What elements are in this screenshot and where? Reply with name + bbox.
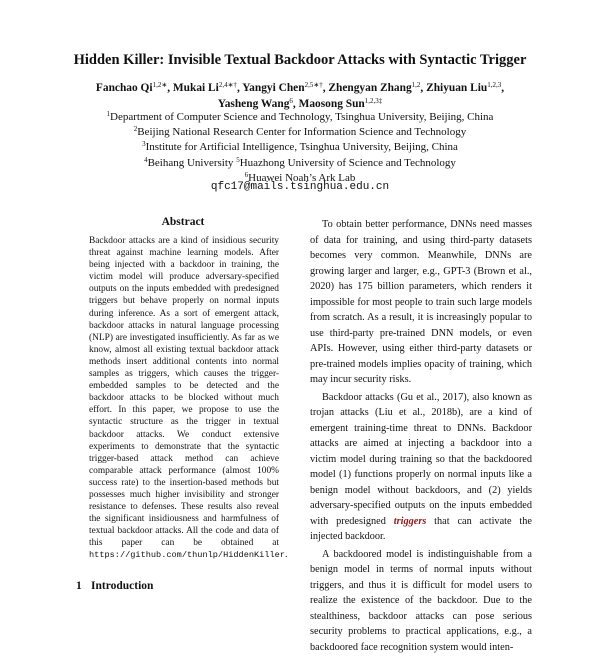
body-column-right [310,217,532,657]
author-name: Zhengyan Zhang [328,82,412,94]
author-affil-marker: 2,4∗† [218,81,237,89]
author-list [40,80,560,112]
affiliation-line: $^2$Beijing National Research Center for Information Science and Technology [133,125,467,139]
author-line-2: Yasheng Wang$^6$, Maosong Sun$^{1,2,3\ddagger}$ [217,97,383,110]
abstract-body: Backdoor attacks are a kind of insidious security threat against machine learning models. After being injected with a backdoor in training, the victim model will produce adversary-specified outputs on the inputs embedded with predesigned triggers but behave properly on normal inputs during inference. As a sort of emergent attack, backdoor attacks in natural language processing (NLP) are investigated insufficiently. As far as we know, almost all existing textual backdoor attack methods insert additional contents into normal samples as triggers, which causes the trigger-embedded samples to be detected and the backdoor attacks to be blocked without much effort. In this paper, we propose to use the syntactic structure as the trigger in textual backdoor attacks. We conduct extensive experiments to demonstrate that the syntactic trigger-based attack method can achieve comparable attack performance (almost 100% success rate) to the insertion-based methods but possesses much higher invisibility and stronger resistance to defenses. These results also reveal the significant insidiousness and harmfulness of textual backdoor attacks. All the code and data of this paper can be obtained at https://github.com/thunlp/HiddenKiller. [89,236,288,561]
section-heading [76,579,276,593]
section-number: 1 [76,580,82,592]
emphasis-term: triggers [393,515,427,527]
author-name: Maosong Sun [298,98,365,110]
section-title: Introduction [91,580,154,592]
paragraph: A backdoored model is indistinguishable from a benign model in terms of normal inputs without triggers, and thus it is difficult for model users to realize the existence of the backdoor. Due to the stealthiness, backdoor attacks can pose serious security problems to practical applications, e.g., a backdoored face recognition system would inten- [310,548,532,653]
affiliation-line: $^1$Department of Computer Science and Technology, Tsinghua University, Beijing, China [106,110,494,123]
code-link[interactable]: https://github.com/thunlp/HiddenKiller [89,550,285,561]
author-name: Yangyi Chen [242,82,305,94]
paragraph: To obtain better performance, DNNs need masses of data for training, and using third-party datasets becomes very common. Meanwhile, DNNs are growing larger and larger, e.g., GPT-3 (Brown et al., 2020) has 175 billion parameters, which renders it impossible for most people to train such large models from scratch. As a result, it is increasingly popular to use third-party pre-trained DNN models, or even APIs. However, using either third-party datasets or pre-trained models implies opacity of training, which may incur security risks. [310,219,532,385]
author-affil-marker: 1,2,3 [487,81,502,89]
author-line-1: Fanchao $Qi^{1,2∗}$, Mukai $Li^{2,4∗\dagger}$, Yangyi Chen$^{2,5∗\dagger}$, Zhengyan Zhang$^{1,2}$, Zhiyuan Liu$^{1,2,3}$, [95,81,505,94]
author-affil-marker: 6 [289,97,293,105]
paragraph: Backdoor attacks (Gu et al., 2017), also known as trojan attacks (Liu et al., 2018b), are a kind of emergent training-time threat to DNNs. Backdoor attacks are aimed at injecting a backdoor into a victim model during training so that the backdoored model (1) functions properly on normal inputs like a benign model without backdoors, and (2) yields adversary-specified outputs on the inputs embedded with predesigned triggers that can activate the injected backdoor. [310,391,532,542]
author-affil-marker: 1,2,3‡ [364,97,383,105]
author-affil-marker: 2,5∗† [304,81,323,89]
affiliation-line: $^6$Huawei Noah’s Ark Lab [244,170,356,184]
contact-email: qfc17@mails.tsinghua.edu.cn [210,181,390,193]
author-name: Mukai Li [172,82,219,94]
affiliation-list [30,110,570,186]
author-affil-marker: 1,2 [411,81,421,89]
affiliation-line: $^4$Beihang University $^5$Huazhong University of Science and Technology [144,155,456,169]
affiliation-line: $^3$Institute for Artificial Intelligence, Tsinghua University, Beijing, China [142,140,458,154]
paper-title: Hidden Killer: Invisible Textual Backdoor Attacks with Syntactic Trigger [73,52,527,68]
author-name: Fanchao Qi [95,82,153,94]
abstract-heading: Abstract [161,216,205,228]
author-name: Yasheng Wang [217,98,290,110]
author-affil-marker: 1,2∗ [152,81,168,89]
author-name: Zhiyuan Liu [426,82,488,94]
